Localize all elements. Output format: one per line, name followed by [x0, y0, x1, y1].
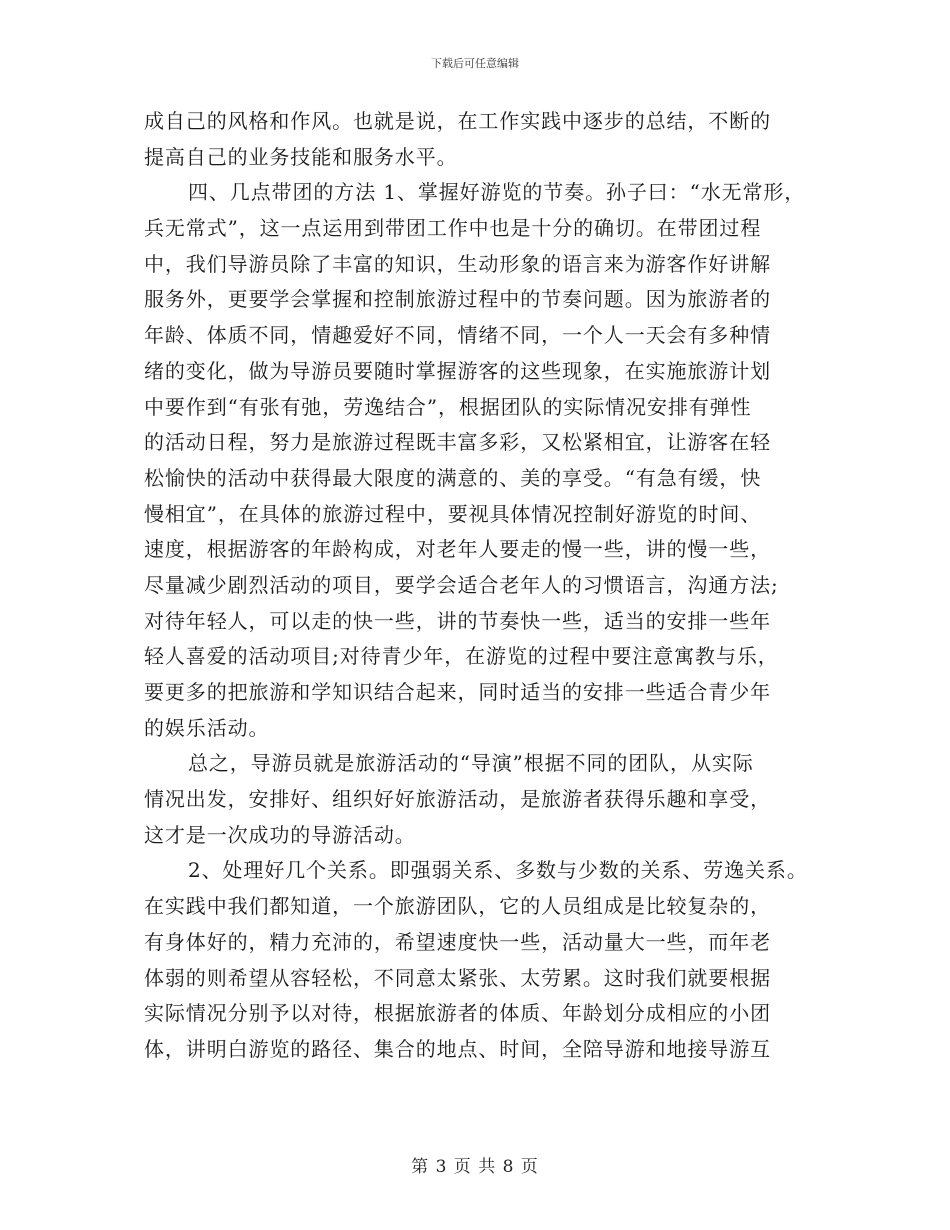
text-line: 要更多的把旅游和学知识结合起来，同时适当的安排一些适合青少年 [144, 680, 771, 704]
text-line: 情况出发，安排好、组织好好旅游活动，是旅游者获得乐趣和享受， [144, 787, 771, 812]
paragraph-start-line: 四、几点带团的方法 1、掌握好游览的节奏。孙子曰：“水无常形， [188, 180, 806, 205]
text-line: 对待年轻人，可以走的快一些，讲的节奏快一些，适当的安排一些年 [144, 608, 771, 633]
text-line: 兵无常式”，这一点运用到带团工作中也是十分的确切。在带团过程 [144, 216, 762, 241]
text-line: 年龄、体质不同，情趣爱好不同，情绪不同，一个人一天会有多种情 [144, 323, 771, 348]
text-line: 成自己的风格和作风。也就是说，在工作实践中逐步的总结，不断的 [144, 109, 771, 133]
paragraph-start-line: 2、处理好几个关系。即强弱关系、多数与少数的关系、劳逸关系。 [188, 858, 808, 883]
body-text [144, 104, 834, 1068]
text-line: 速度，根据游客的年龄构成，对老年人要走的慢一些，讲的慢一些， [144, 537, 771, 562]
text-line: 慢相宜”，在具体的旅游过程中，要视具体情况控制好游览的时间、 [144, 501, 762, 526]
text-line: 绪的变化，做为导游员要随时掌握游客的这些现象，在实施旅游计划 [144, 358, 771, 383]
text-line: 这才是一次成功的导游活动。 [144, 822, 416, 847]
text-line: 体弱的则希望从容轻松，不同意太紧张、太劳累。这时我们就要根据 [144, 965, 771, 990]
text-line: 轻人喜爱的活动项目;对待青少年，在游览的过程中要注意寓教与乐， [144, 644, 779, 669]
text-line: 提高自己的业务技能和服务水平。 [144, 144, 458, 169]
text-line: 体，讲明白游览的路径、集合的地点、时间，全陪导游和地接导游互 [144, 1036, 771, 1061]
text-line: 尽量减少剧烈活动的项目，要学会适合老年人的习惯语言，沟通方法; [144, 572, 779, 597]
text-line: 中，我们导游员除了丰富的知识，生动形象的语言来为游客作好讲解 [144, 251, 771, 276]
page-header: 下载后可任意编辑 [431, 57, 519, 70]
paragraph-start-line: 总之，导游员就是旅游活动的“导演”根据不同的团队，从实际 [188, 751, 754, 776]
text-line: 的活动日程，努力是旅游过程既丰富多彩，又松紧相宜，让游客在轻 [144, 430, 771, 455]
text-line: 松愉快的活动中获得最大限度的满意的、美的享受。“有急有缓，快 [144, 465, 762, 490]
text-line: 实际情况分别予以对待，根据旅游者的体质、年龄划分成相应的小团 [144, 1001, 771, 1026]
text-line: 中要作到“有张有弛，劳逸结合”，根据团队的实际情况安排有弹性 [144, 394, 752, 419]
text-line: 服务外，更要学会掌握和控制旅游过程中的节奏问题。因为旅游者的 [144, 287, 771, 312]
text-line: 在实践中我们都知道，一个旅游团队，它的人员组成是比较复杂的， [144, 894, 771, 919]
text-line: 有身体好的，精力充沛的，希望速度快一些，活动量大一些，而年老 [144, 929, 771, 954]
page-number-footer: 第 3 页 共 8 页 [411, 1157, 539, 1177]
text-line: 的娱乐活动。 [144, 715, 270, 740]
